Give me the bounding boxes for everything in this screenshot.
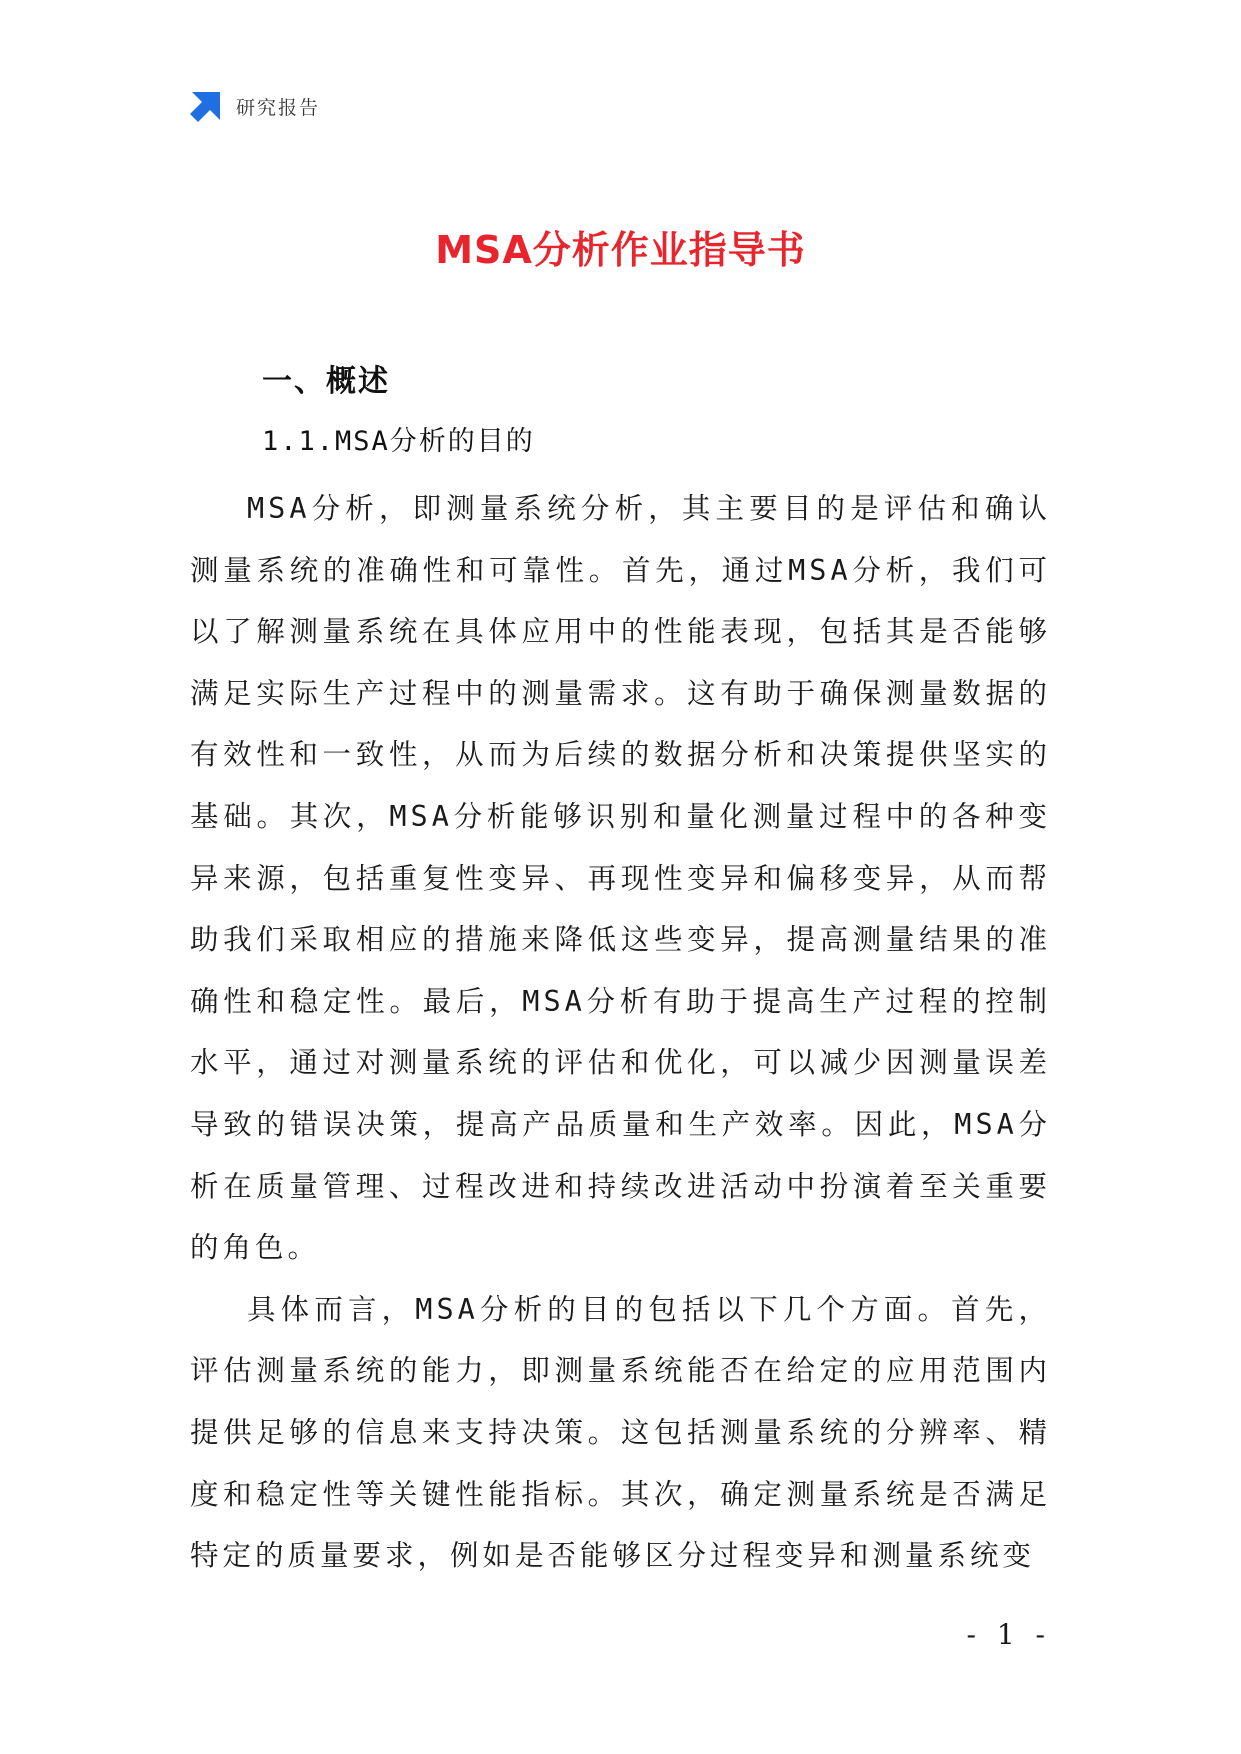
page-number: - 1 -: [966, 1618, 1051, 1651]
arrow-up-right-icon: [190, 90, 222, 122]
section-heading: 一、概述: [262, 364, 390, 399]
document-title: MSA分析作业指导书: [435, 228, 806, 272]
paragraph-2: 具体而言，MSA分析的目的包括以下几个方面。首先，评估测量系统的能力，即测量系统能否在给定的应用范围内提供足够的信息来支持决策。这包括测量系统的分辨率、精度和稳定性等关键性能指标。其次，确定测量系统是否满足特定的质量要求，例如是否能够区分过程变异和测量系统变: [190, 1292, 1051, 1573]
body-text: [190, 478, 1051, 1587]
header-label: 研究报告: [236, 96, 321, 119]
page-header: [190, 90, 320, 122]
paragraph-1: MSA分析，即测量系统分析，其主要目的是评估和确认测量系统的准确性和可靠性。首先，通过MSA分析，我们可以了解测量系统在具体应用中的性能表现，包括其是否能够满足实际生产过程中的测量需求。这有助于确保测量数据的有效性和一致性，从而为后续的数据分析和决策提供坚实的基础。其次，MSA分析能够识别和量化测量过程中的各种变异来源，包括重复性变异、再现性变异和偏移变异，从而帮助我们采取相应的措施来降低这些变异，提高测量结果的准确性和稳定性。最后，MSA分析有助于提高生产过程的控制水平，通过对测量系统的评估和优化，可以减少因测量误差导致的错误决策，提高产品质量和生产效率。因此，MSA分析在质量管理、过程改进和持续改进活动中扮演着至关重要的角色。: [190, 492, 1051, 1265]
subsection-heading: 1.1.MSA分析的目的: [262, 426, 535, 457]
